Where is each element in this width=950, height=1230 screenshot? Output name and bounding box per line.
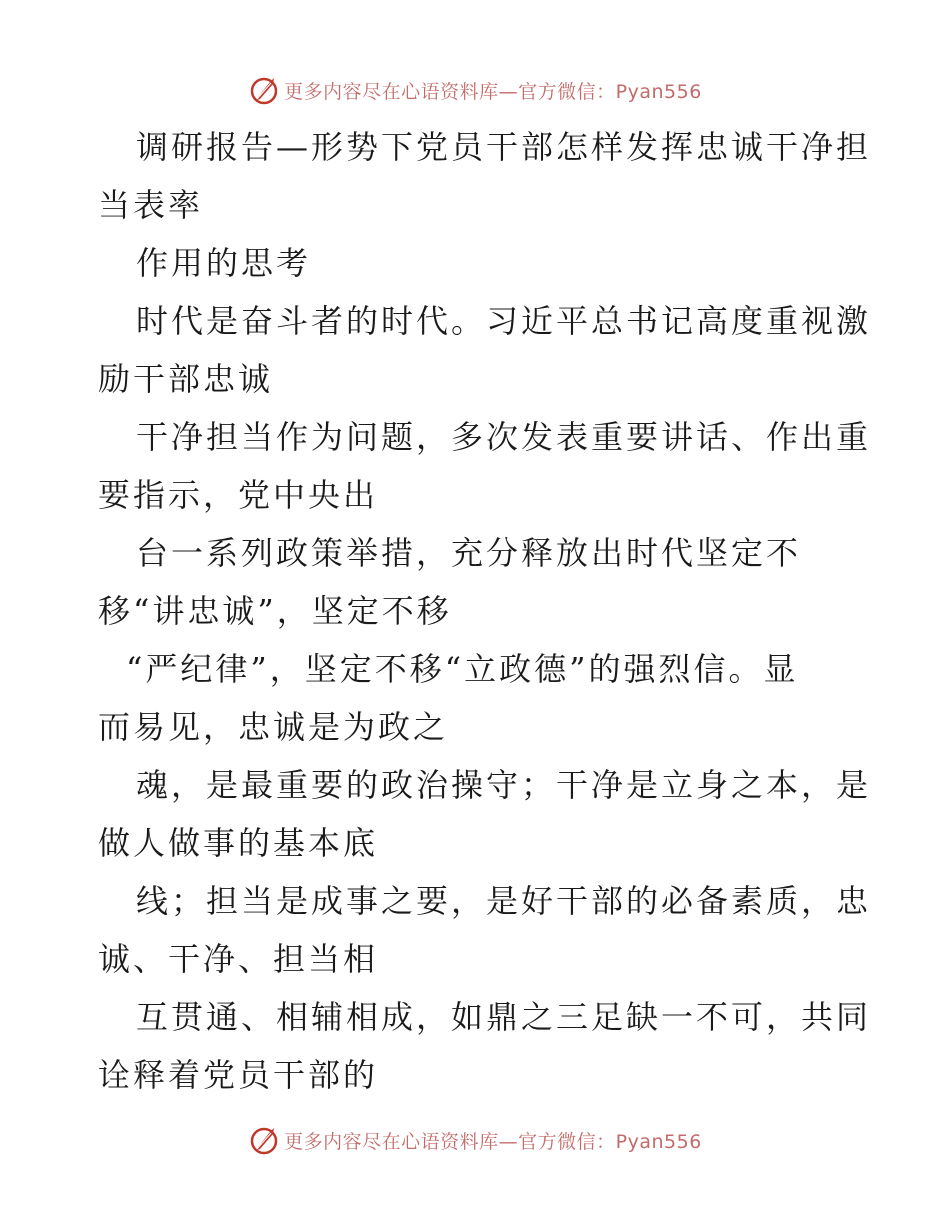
header-watermark-text: 更多内容尽在心语资料库—官方微信：Pyan556 — [284, 80, 702, 103]
text-line: 魂，是最重要的政治操守；干净是立身之本，是 — [136, 766, 872, 804]
text-line: “严纪律”，坚定不移“立政德”的强烈信。显 — [126, 650, 799, 688]
text-line: 台一系列政策举措，充分释放出时代坚定不 — [136, 534, 802, 572]
text-line: 时代是奋斗者的时代。习近平总书记高度重视激 — [136, 302, 872, 340]
header-watermark-banner — [0, 70, 950, 110]
text-line: 励干部忠诚 — [98, 360, 274, 398]
text-line: 干净担当作为问题，多次发表重要讲话、作出重 — [136, 418, 872, 456]
text-line: 诠释着党员干部的 — [98, 1056, 379, 1094]
quill-pen-logo-icon — [248, 1124, 280, 1156]
text-line: 调研报告—形势下党员干部怎样发挥忠诚干净担 — [136, 128, 872, 166]
text-line: 诚、干净、担当相 — [98, 940, 379, 978]
text-line: 互贯通、相辅相成，如鼎之三足缺一不可，共同 — [136, 998, 872, 1036]
text-line: 要指示，党中央出 — [98, 476, 379, 514]
footer-watermark-banner — [0, 1120, 950, 1160]
footer-watermark-text: 更多内容尽在心语资料库—官方微信：Pyan556 — [284, 1130, 702, 1153]
text-line: 作用的思考 — [136, 244, 312, 282]
quill-pen-logo-icon — [248, 74, 280, 106]
text-line: 当表率 — [98, 186, 204, 224]
text-line: 线；担当是成事之要，是好干部的必备素质，忠 — [136, 882, 872, 920]
document-body — [98, 118, 872, 1104]
text-line: 而易见，忠诚是为政之 — [98, 708, 449, 746]
text-line: 做人做事的基本底 — [98, 824, 379, 862]
text-line: 移“讲忠诚”，坚定不移 — [98, 592, 452, 630]
